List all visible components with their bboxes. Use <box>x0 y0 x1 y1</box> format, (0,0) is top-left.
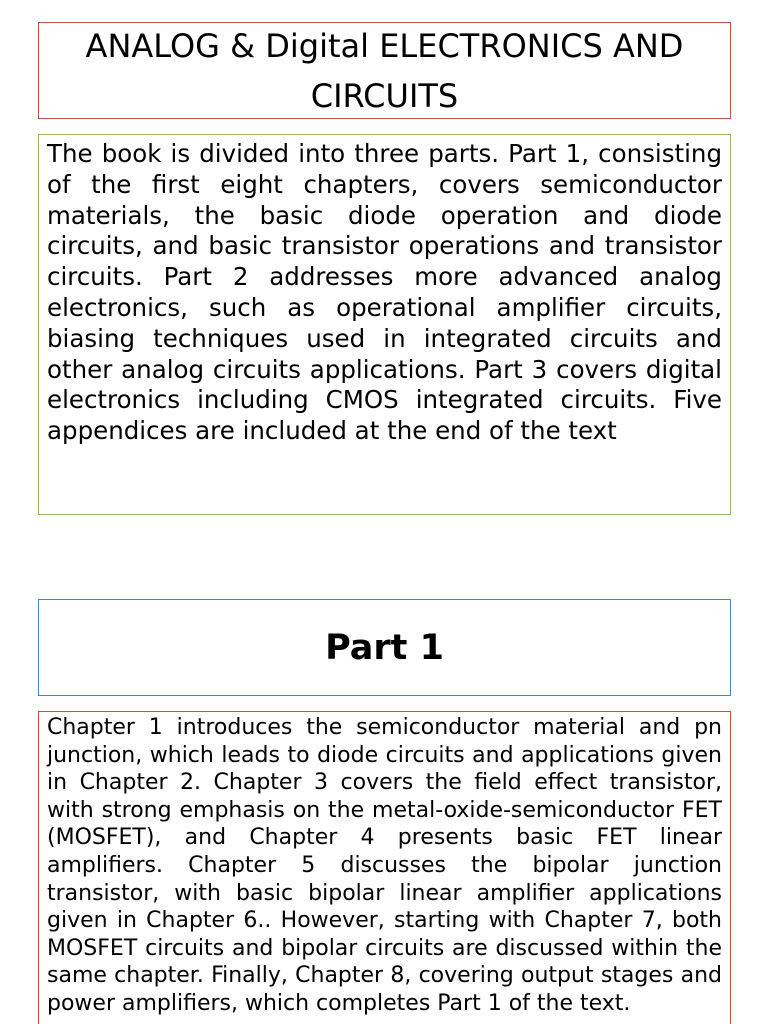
title-box <box>38 22 731 119</box>
part-heading: Part 1 <box>325 627 444 668</box>
document-title: ANALOG & Digital ELECTRONICS AND CIRCUITS <box>85 26 684 115</box>
intro-paragraph: The book is divided into three parts. Part 1, consisting of the first eight chapters, covers semiconductor materials, the basic diode operation and diode circuits, and basic transistor operations and transistor circuits. Part 2 addresses more advanced analog electronics, such as operational amplifier circuits, biasing techniques used in integrated circuits and other analog circuits applications. Part 3 covers digital electronics including CMOS integrated circuits. Five appendices are included at the end of the text <box>47 139 722 446</box>
part1-description-box <box>38 711 731 1024</box>
part1-paragraph: Chapter 1 introduces the semiconductor material and pn junction, which leads to diode circuits and applications given in Chapter 2. Chapter 3 covers the field effect transistor, with strong emphasis on the metal-oxide-semiconductor FET (MOSFET), and Chapter 4 presents basic FET linear amplifiers. Chapter 5 discusses the bipolar junction transistor, with basic bipolar linear amplifier applications given in Chapter 6.. However, starting with Chapter 7, both MOSFET circuits and bipolar circuits are discussed within the same chapter. Finally, Chapter 8, covering output stages and power amplifiers, which completes Part 1 of the text. <box>47 715 722 1016</box>
intro-box <box>38 134 731 515</box>
part-heading-box <box>38 599 731 696</box>
